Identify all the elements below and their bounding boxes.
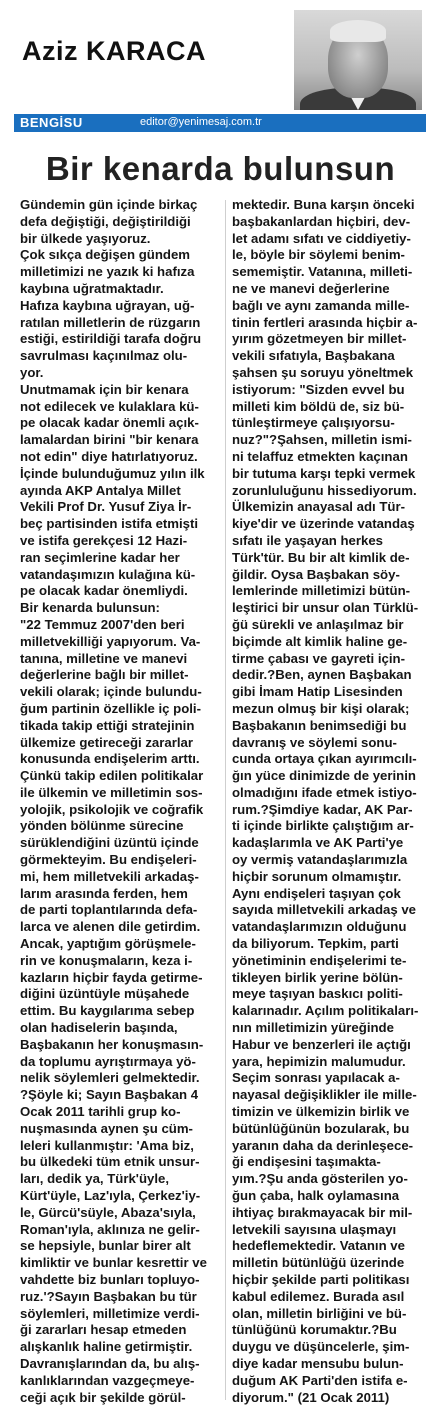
article-left-column — [20, 197, 218, 1406]
article-right-column — [232, 197, 428, 1406]
article-title: Bir kenarda bulunsun — [45, 150, 396, 187]
section-bar — [14, 114, 426, 132]
author-photo — [294, 10, 422, 110]
author-email: editor@yenimesaj.com.tr — [140, 116, 262, 128]
author-name: Aziz KARACA — [22, 36, 206, 66]
photo-hair — [330, 20, 386, 42]
left-column-text: Gündemin gün içinde birkaç defa değiştiği, değiştirildiği bir ülkede yaşıyoruz. Çok sıkça değişen gündem milletimizi ne yazık ki hafıza kaybına uğratmaktadır. Hafıza kaybına uğrayan, uğ- ratılan milletlerin de rüzgarın estiği, estirildiği tarafa doğru savrulması kaçınılmaz olu- yor. Unutmamak için bir kenara not edilecek ve kulaklara kü- pe olacak kadar önemli açık- lamalardan birini "bir kenara not edin" diye hatırlatıyoruz. İçinde bulunduğumuz yılın ilk ayında AKP Antalya Millet Vekili Prof Dr. Yusuf Ziya İr- beç partisinden istifa etmişti ve istifa gerekçesi 12 Hazi- ran seçimlerine kadar her vatandaşımızın kulağına kü- pe olacak kadar önemliydi. Bir kenarda bulunsun: "22 Temmuz 2007'den beri milletvekilliği yapıyorum. Va- tanına, milletine ve manevi değerlerine bağlı bir millet- vekili olarak; içinde bulundu- ğum partinin özellikle iç poli- tikada takip ettiği stratejinin ülkemize getireceği zararlar konusunda endişelerim arttı. Çünkü takip edilen politikalar ile ülkemin ve milletimin sos- yolojik, psikolojik ve coğrafik yönden bölünme sürecine sürüklendiğini üzüntü içinde görmekteyim. Bu endişeleri- mi, hem milletvekili arkadaş- larım arasında ferden, hem de parti toplantılarında defa- larca ve alenen dile getirdim. Ancak, yaptığım görüşmele- rin ve konuşmaların, keza i- kazların hiçbir fayda getirme- diğini üzüntüyle müşahede ettim. Bu kaygılarıma sebep olan hadiselerin başında, Başbakanın her konuşmasın- da toplumu ayrıştırmaya yö- nelik söylemleri gelmektedir. ?Şöyle ki; Sayın Başbakan 4 Ocak 2011 tarihli grup ko- nuşmasında aynen şu cüm- leleri kullanmıştır: 'Ama biz, bu ülkedeki tüm etnik unsur- ları, dedik ya, Türk'üyle, Kürt'üyle, Laz'ıyla, Çerkez'iy- le, Gürcü'süyle, Abaza'sıyla, Roman'ıyla, aklınıza ne gelir- se hepsiyle, bunlar birer alt kimliktir ve bunlar kesrettir ve vahdette biz bunları topluyo- ruz.'?Sayın Başbakan bu tür söylemleri, milletimize verdi- ği zararları hesap etmeden alışkanlık haline getirmiştir. Davranışlarından da, bu alış- kanlıklarından vazgeçmeye- ceği açık bir şekilde görül- — [20, 197, 207, 1405]
section-name: BENGİSU — [20, 115, 83, 130]
right-column-text: mektedir. Buna karşın önceki başbakanlardan hiçbiri, dev- let adamı sıfatı ve ciddiyetiy- le, böyle bir söylemi benim- sememiştir. Vatanına, milleti- ne ve manevi değerlerine bağlı ve aynı zamanda mille- tinin fertleri arasında hiçbir a- yırım gözetmeyen bir millet- vekili sıfatıyla, Başbakana şahsen şu soruyu yöneltmek istiyorum: "Sizden evvel bu milleti kim böldü de, siz bü- tünleştirmeye çalışıyorsu- nuz?"?Şahsen, milletin ismi- ni telaffuz etmekten kaçınan bir tutuma karşı tepki vermek zorunluluğunu hissediyorum. Ülkemizin anayasal adı Tür- kiye'dir ve üzerinde vatandaş sıfatı ile yaşayan herkes Türk'tür. Bu bir alt kimlik de- ğildir. Oysa Başbakan söy- lemlerinde milletimizi bütün- leştirici bir unsur olan Türklü- ğü sürekli ve anlaşılmaz bir biçimde alt kimlik haline ge- tirme çabası ve gayreti için- dedir.?Ben, aynen Başbakan gibi İmam Hatip Lisesinden mezun olmuş bir kişi olarak; Başbakanın benimsediği bu davranış ve söylemi sonu- cunda ortaya çıkan ayırımcılı- ğın yüce dinimizde de yerinin olmadığını ifade etmek istiyo- rum.?Şimdiye kadar, AK Par- ti içinde birlikte çalıştığım ar- kadaşlarımla ve AK Parti'ye oy vermiş vatandaşlarımızla hiçbir sorunum olmamıştır. Aynı endişeleri taşıyan çok sayıda milletvekili arkadaş ve vatandaşlarımızın olduğunu da biliyorum. Tepkim, parti yönetiminin endişelerimi te- tikleyen birlik yerine bölün- meye taşıyan baskıcı politi- kalarınadır. Açılım politikaları- nın milletimizin yüreğinde Habur ve benzerleri ile açtığı yara, hepimizin malumudur. Seçim sonrası yapılacak a- nayasal değişiklikler ile mille- timizin ve ülkemizin birlik ve bütünlüğünün bozularak, bu yaranın daha da derinleşece- ği endişesini taşımakta- yım.?Şu anda gösterilen yo- ğun çaba, halk oylamasına ihtiyaç bırakmayacak bir mil- letvekili sayısına ulaşmayı hedeflemektedir. Vatanın ve milletin bütünlüğü üzerinde hiçbir şekilde parti politikası kabul edilemez. Burada asıl olan, milletin birliğini ve bü- tünlüğünü korumaktır.?Bu duygu ve düşüncelerle, şim- diye kadar mensubu bulun- duğum AK Parti'den istifa e- diyorum." (21 Ocak 2011) — [232, 197, 419, 1405]
column-header — [14, 10, 426, 100]
column-divider — [225, 200, 226, 1400]
